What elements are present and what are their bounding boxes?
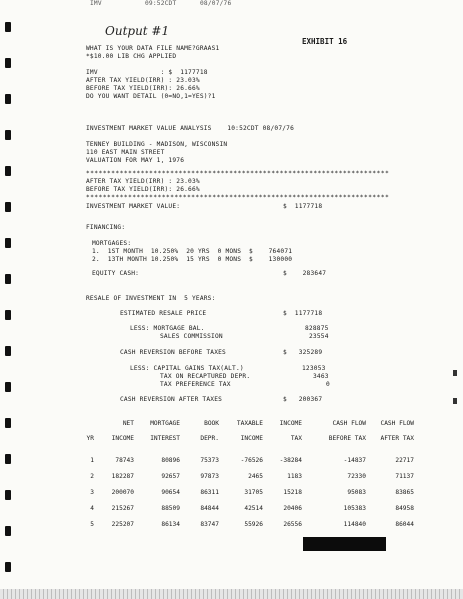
table-cell: 72330	[347, 473, 366, 480]
property-line: VALUATION FOR MAY 1, 1976	[86, 157, 185, 164]
table-cell: 15218	[283, 489, 302, 496]
table-cell: 55926	[244, 521, 263, 528]
less-cgt-label: LESS: CAPITAL GAINS TAX(ALT.)	[130, 365, 244, 372]
binder-hole	[5, 310, 11, 320]
table-cell: 215267	[111, 505, 134, 512]
mortgages-label: MORTGAGES:	[92, 240, 132, 247]
binder-hole	[5, 22, 11, 32]
intro-line: *$10.00 LIB CHG APPLIED	[86, 53, 177, 60]
analysis-header: INVESTMENT MARKET VALUE ANALYSIS 10:52CDT 08/07/76	[86, 125, 295, 132]
less-mortgage-value: 828875	[305, 325, 329, 332]
table-cell: 105383	[343, 505, 366, 512]
cash-before-label: CASH REVERSION BEFORE TAXES	[120, 349, 226, 356]
resale-price-value: $ 1177718	[283, 310, 323, 317]
table-header-cell: BOOK	[204, 420, 219, 427]
imv-value: $ 1177718	[283, 203, 323, 210]
table-cell: 84958	[395, 505, 414, 512]
tax-preference-label: TAX PREFERENCE TAX	[160, 381, 231, 388]
table-cell: 80896	[161, 457, 180, 464]
yield-line: BEFORE TAX YIELD(IRR): 26.66%	[86, 186, 200, 193]
summary-line: DO YOU WANT DETAIL (0=NO,1=YES)?1	[86, 93, 216, 100]
table-cell: 86044	[395, 521, 414, 528]
property-line: TENNEY BUILDING - MADISON, WISCONSIN	[86, 141, 228, 148]
table-cell: 90654	[161, 489, 180, 496]
table-cell: 4	[90, 505, 94, 512]
top-cut-left: IMV	[90, 0, 102, 7]
cash-after-label: CASH REVERSION AFTER TAXES	[120, 396, 223, 403]
equity-value: $ 283647	[283, 270, 327, 277]
table-header-cell: INCOME	[240, 435, 263, 442]
table-cell: 182287	[111, 473, 134, 480]
table-header-cell: NET	[122, 420, 134, 427]
imv-label: INVESTMENT MARKET VALUE:	[86, 203, 181, 210]
table-cell: 2465	[248, 473, 263, 480]
table-header-cell: TAX	[290, 435, 302, 442]
scan-edge	[0, 589, 463, 599]
summary-line: BEFORE TAX YIELD(IRR): 26.66%	[86, 85, 200, 92]
cash-before-value: $ 325289	[283, 349, 323, 356]
less-cgt-value: 123053	[302, 365, 326, 372]
mortgage-row: 1. 1ST MONTH 10.250% 20 YRS 0 MONS $ 764071	[92, 248, 293, 255]
binder-hole	[5, 418, 11, 428]
mortgage-row: 2. 13TH MONTH 10.250% 15 YRS 0 MONS $ 130000	[92, 256, 293, 263]
table-header-cell: DEPR.	[200, 435, 219, 442]
table-header-cell: INTEREST	[150, 435, 180, 442]
table-cell: -14837	[343, 457, 366, 464]
table-cell: 114840	[343, 521, 366, 528]
table-header-cell: AFTER TAX	[380, 435, 414, 442]
table-cell: 31705	[244, 489, 263, 496]
table-header-cell: TAXABLE	[236, 420, 263, 427]
binder-hole	[5, 166, 11, 176]
summary-line: AFTER TAX YIELD(IRR) : 23.03%	[86, 77, 200, 84]
tax-preference-value: 0	[326, 381, 330, 388]
sales-commission-label: SALES COMMISSION	[160, 333, 223, 340]
table-header-cell: BEFORE TAX	[328, 435, 366, 442]
binder-hole	[5, 562, 11, 572]
property-line: 110 EAST MAIN STREET	[86, 149, 165, 156]
less-mortgage-label: LESS: MORTGAGE BAL.	[130, 325, 205, 332]
table-cell: 88509	[161, 505, 180, 512]
table-cell: 1	[90, 457, 94, 464]
binder-hole	[5, 202, 11, 212]
table-cell: 86134	[161, 521, 180, 528]
table-cell: 83747	[200, 521, 219, 528]
table-cell: 5	[90, 521, 94, 528]
binder-hole	[5, 58, 11, 68]
sales-commission-value: 23554	[309, 333, 329, 340]
table-header-cell: INCOME	[279, 420, 302, 427]
table-cell: 2	[90, 473, 94, 480]
edge-mark	[453, 398, 457, 404]
cash-after-value: $ 200367	[283, 396, 323, 403]
table-cell: -38284	[279, 457, 302, 464]
tax-recaptured-value: 3463	[313, 373, 329, 380]
intro-line: WHAT IS YOUR DATA FILE NAME?GRAAS1	[86, 45, 220, 52]
table-cell: 71137	[395, 473, 414, 480]
table-cell: 225207	[111, 521, 134, 528]
table-cell: 92657	[161, 473, 180, 480]
exhibit-label: EXHIBIT 16	[302, 37, 348, 46]
binder-hole	[5, 274, 11, 284]
binder-hole	[5, 130, 11, 140]
table-cell: 1183	[287, 473, 302, 480]
table-cell: 42514	[244, 505, 263, 512]
table-cell: 200070	[111, 489, 134, 496]
redaction-bar	[303, 537, 386, 551]
binder-hole	[5, 238, 11, 248]
edge-mark	[453, 370, 457, 376]
binder-hole	[5, 382, 11, 392]
table-header-cell: YR	[86, 435, 94, 442]
financing-label: FINANCING:	[86, 224, 126, 231]
table-header-cell: CASH FLOW	[332, 420, 366, 427]
table-cell: 86311	[200, 489, 219, 496]
table-cell: 84844	[200, 505, 219, 512]
table-cell: 75373	[200, 457, 219, 464]
binder-hole	[5, 346, 11, 356]
yield-line: AFTER TAX YIELD(IRR) : 23.03%	[86, 178, 200, 185]
equity-label: EQUITY CASH:	[92, 270, 140, 277]
table-cell: 78743	[115, 457, 134, 464]
table-header-cell: MORTGAGE	[150, 420, 180, 427]
top-cut-right: 08/07/76	[200, 0, 232, 7]
divider-stars: ************************************************************************	[86, 194, 390, 201]
table-cell: 97873	[200, 473, 219, 480]
binder-hole	[5, 526, 11, 536]
top-cut-mid: 09:52CDT	[145, 0, 177, 7]
binder-hole	[5, 454, 11, 464]
table-cell: 26556	[283, 521, 302, 528]
divider-stars: ************************************************************************	[86, 170, 390, 177]
summary-line: IMV : $ 1177718	[86, 69, 208, 76]
table-header-cell: CASH FLOW	[380, 420, 414, 427]
binder-hole	[5, 94, 11, 104]
table-cell: 3	[90, 489, 94, 496]
resale-price-label: ESTIMATED RESALE PRICE	[120, 310, 207, 317]
resale-header: RESALE OF INVESTMENT IN 5 YEARS:	[86, 295, 216, 302]
table-cell: 22717	[395, 457, 414, 464]
table-cell: 20406	[283, 505, 302, 512]
table-cell: -76526	[240, 457, 263, 464]
table-header-cell: INCOME	[111, 435, 134, 442]
handwritten-title: Output #1	[105, 24, 170, 38]
table-cell: 95083	[347, 489, 366, 496]
binder-hole	[5, 490, 11, 500]
table-cell: 83865	[395, 489, 414, 496]
tax-recaptured-label: TAX ON RECAPTURED DEPR.	[160, 373, 251, 380]
